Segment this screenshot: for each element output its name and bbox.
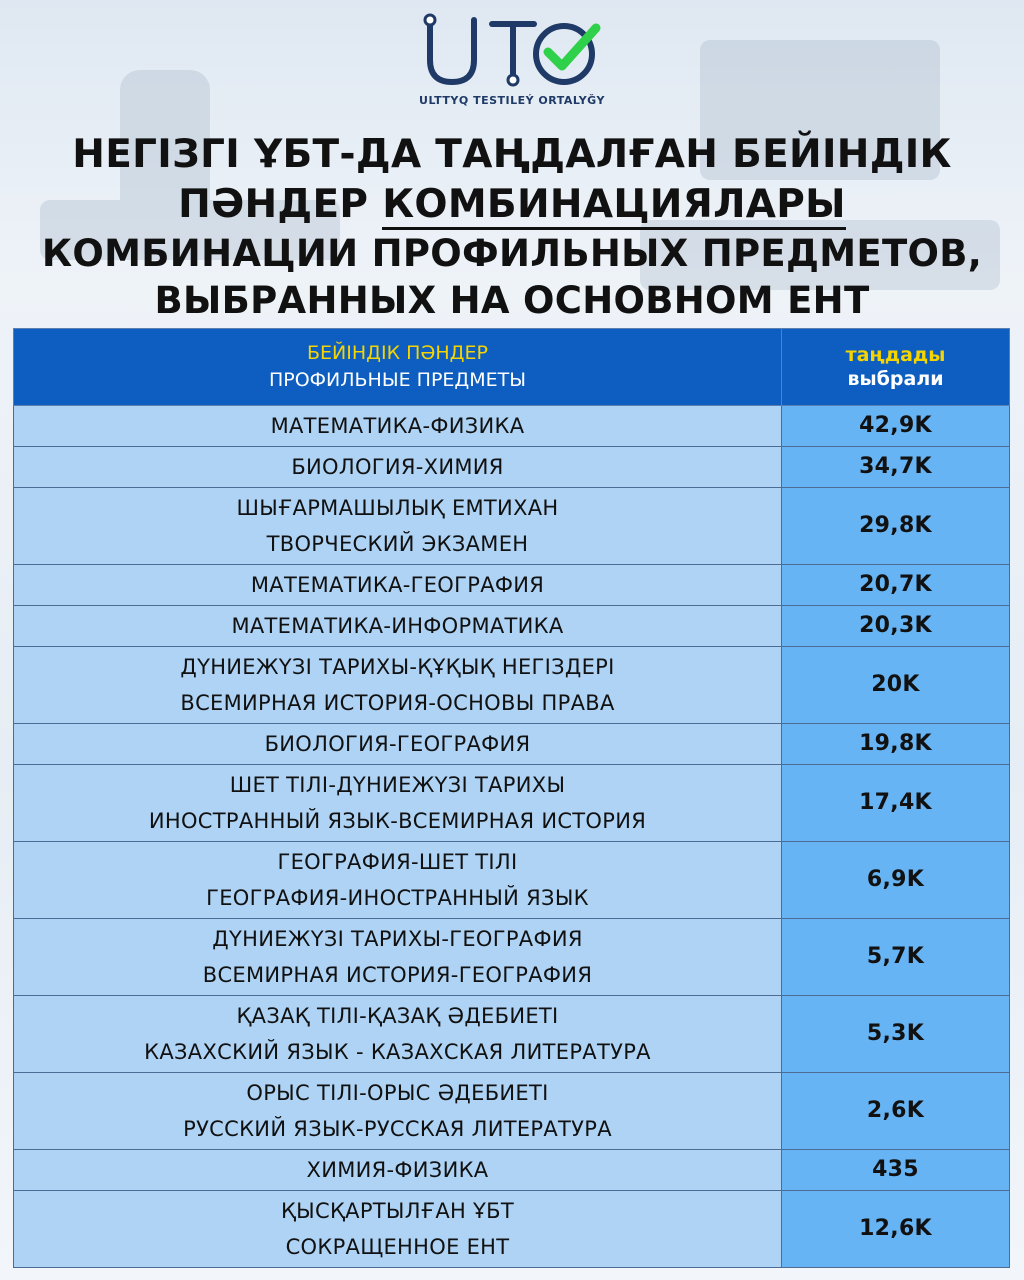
- table-row: [14, 647, 1010, 724]
- header-subjects: [14, 329, 782, 406]
- title-ru-line1: КОМБИНАЦИИ ПРОФИЛЬНЫХ ПРЕДМЕТОВ,: [41, 232, 983, 275]
- table-row: [14, 765, 1010, 842]
- subject-cell: [14, 488, 782, 565]
- subject-cell: [14, 406, 782, 447]
- count-cell: 29,8K: [782, 488, 1010, 565]
- count-cell: 435: [782, 1150, 1010, 1191]
- header-subjects-kz: БЕЙІНДІК ПӘНДЕР: [307, 342, 488, 364]
- count-cell: 17,4K: [782, 765, 1010, 842]
- subject-line1: МАТЕМАТИКА-ИНФОРМАТИКА: [231, 614, 564, 638]
- subject-line1: ДҮНИЕЖҮЗІ ТАРИХЫ-ГЕОГРАФИЯ: [212, 927, 583, 951]
- subject-line2: ВСЕМИРНАЯ ИСТОРИЯ-ОСНОВЫ ПРАВА: [180, 691, 615, 715]
- table-row: [14, 1191, 1010, 1268]
- subject-line1: БИОЛОГИЯ-ХИМИЯ: [291, 455, 504, 479]
- subject-cell: [14, 1150, 782, 1191]
- header-count-ru: выбрали: [847, 368, 944, 390]
- title-kz-line2: [0, 180, 1024, 230]
- table-row: [14, 447, 1010, 488]
- table-row: [14, 919, 1010, 996]
- subject-cell: [14, 724, 782, 765]
- combinations-table: [13, 328, 1010, 1268]
- title-kz-line1: НЕГІЗГІ ҰБТ-ДА ТАҢДАЛҒАН БЕЙІНДІК: [72, 132, 952, 177]
- title-kz-line2-a: ПӘНДЕР: [178, 182, 383, 227]
- table-row: [14, 565, 1010, 606]
- subject-line2: СОКРАЩЕННОЕ ЕНТ: [285, 1235, 510, 1259]
- count-cell: 20,3K: [782, 606, 1010, 647]
- subject-line2: ТВОРЧЕСКИЙ ЭКЗАМЕН: [266, 532, 529, 556]
- subject-line1: ШЕТ ТІЛІ-ДҮНИЕЖҮЗІ ТАРИХЫ: [229, 773, 566, 797]
- count-cell: 5,7K: [782, 919, 1010, 996]
- subject-cell: [14, 996, 782, 1073]
- subject-cell: [14, 1073, 782, 1150]
- table-header: [14, 329, 1010, 406]
- subject-line1: ШЫҒАРМАШЫЛЫҚ ЕМТИХАН: [236, 496, 559, 520]
- subject-cell: [14, 565, 782, 606]
- page-title: [0, 130, 1024, 324]
- header-subjects-ru: ПРОФИЛЬНЫЕ ПРЕДМЕТЫ: [268, 369, 527, 391]
- subject-cell: [14, 1191, 782, 1268]
- subject-line1: ҚЫСҚАРТЫЛҒАН ҰБТ: [280, 1199, 515, 1223]
- count-cell: 5,3K: [782, 996, 1010, 1073]
- subject-line2: РУССКИЙ ЯЗЫК-РУССКАЯ ЛИТЕРАТУРА: [183, 1117, 612, 1141]
- subject-line2: ВСЕМИРНАЯ ИСТОРИЯ-ГЕОГРАФИЯ: [202, 963, 593, 987]
- count-cell: 19,8K: [782, 724, 1010, 765]
- subject-cell: [14, 842, 782, 919]
- subject-line1: МАТЕМАТИКА-ФИЗИКА: [270, 414, 525, 438]
- table-body: [14, 406, 1010, 1268]
- table-row: [14, 996, 1010, 1073]
- count-cell: 20,7K: [782, 565, 1010, 606]
- uto-logo-icon: [412, 12, 612, 92]
- subject-line1: ГЕОГРАФИЯ-ШЕТ ТІЛІ: [277, 850, 518, 874]
- table-row: [14, 488, 1010, 565]
- subject-cell: [14, 647, 782, 724]
- subject-line1: ДҮНИЕЖҮЗІ ТАРИХЫ-ҚҰҚЫҚ НЕГІЗДЕРІ: [180, 655, 615, 679]
- subject-line1: ХИМИЯ-ФИЗИКА: [306, 1158, 489, 1182]
- count-cell: 42,9K: [782, 406, 1010, 447]
- table-row: [14, 606, 1010, 647]
- subject-line1: ОРЫС ТІЛІ-ОРЫС ӘДЕБИЕТІ: [246, 1081, 549, 1105]
- subject-line1: БИОЛОГИЯ-ГЕОГРАФИЯ: [264, 732, 531, 756]
- title-kz-line2-b: КОМБИНАЦИЯЛАРЫ: [382, 182, 846, 230]
- count-cell: 6,9K: [782, 842, 1010, 919]
- table-row: [14, 842, 1010, 919]
- subject-line1: МАТЕМАТИКА-ГЕОГРАФИЯ: [250, 573, 545, 597]
- header-count-kz: таңдады: [845, 344, 946, 366]
- subject-cell: [14, 919, 782, 996]
- title-ru-line2: ВЫБРАННЫХ НА ОСНОВНОМ ЕНТ: [154, 279, 870, 322]
- subject-cell: [14, 765, 782, 842]
- count-cell: 2,6K: [782, 1073, 1010, 1150]
- header-count: [782, 329, 1010, 406]
- subject-line2: ИНОСТРАННЫЙ ЯЗЫК-ВСЕМИРНАЯ ИСТОРИЯ: [148, 809, 647, 833]
- logo: [0, 12, 1024, 122]
- count-cell: 34,7K: [782, 447, 1010, 488]
- subject-line1: ҚАЗАҚ ТІЛІ-ҚАЗАҚ ӘДЕБИЕТІ: [236, 1004, 559, 1028]
- table-row: [14, 406, 1010, 447]
- table-row: [14, 1073, 1010, 1150]
- table-row: [14, 1150, 1010, 1191]
- table-row: [14, 724, 1010, 765]
- count-cell: 12,6K: [782, 1191, 1010, 1268]
- count-cell: 20K: [782, 647, 1010, 724]
- subject-cell: [14, 447, 782, 488]
- subject-line2: ГЕОГРАФИЯ-ИНОСТРАННЫЙ ЯЗЫК: [206, 886, 589, 910]
- subject-line2: КАЗАХСКИЙ ЯЗЫК - КАЗАХСКАЯ ЛИТЕРАТУРА: [144, 1040, 651, 1064]
- subject-cell: [14, 606, 782, 647]
- logo-caption: ULTTYQ TESTILEÝ ORTALYĞY: [419, 94, 605, 107]
